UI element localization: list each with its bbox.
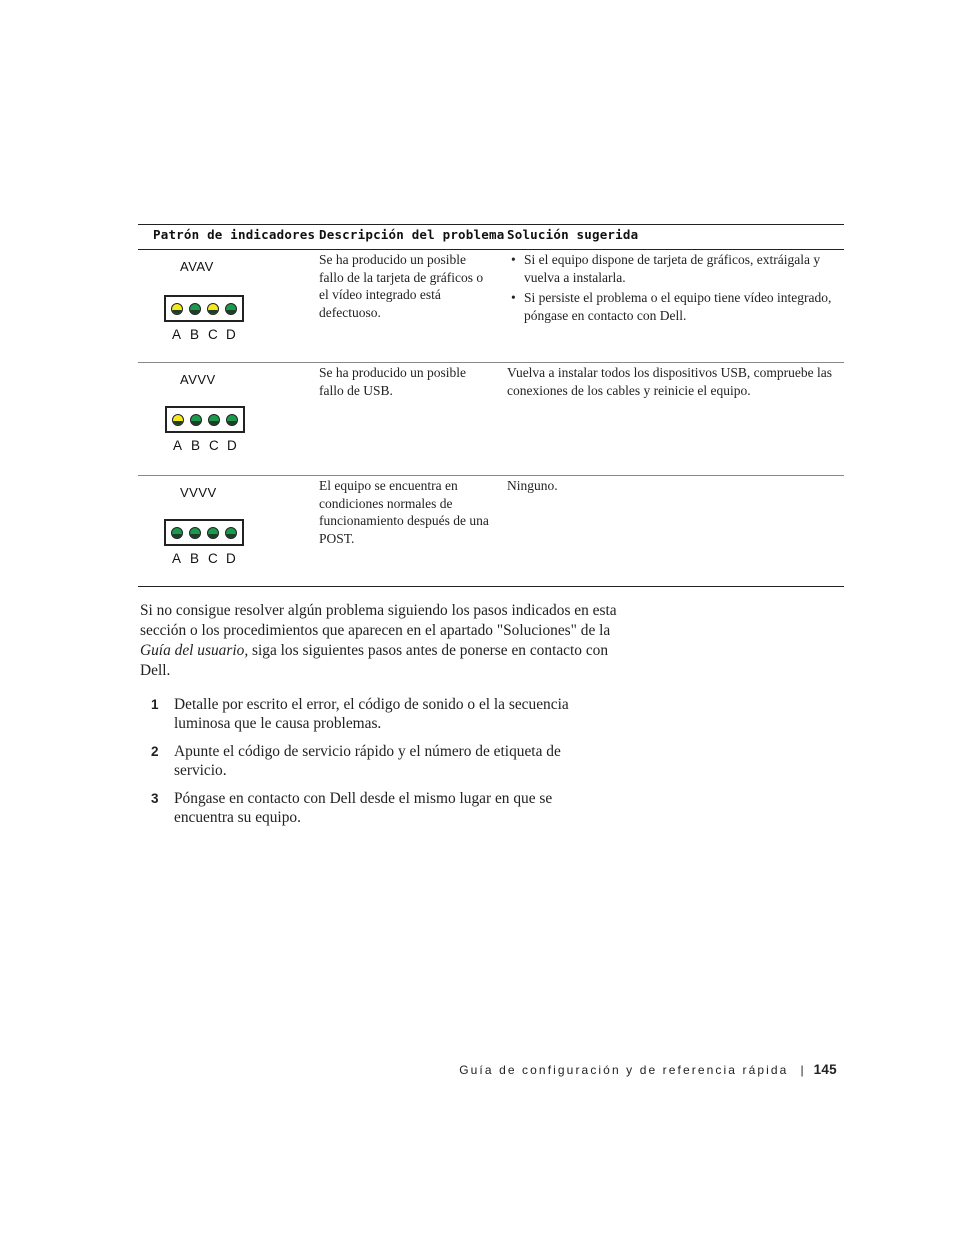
led-green-indicator — [226, 414, 238, 426]
paragraph-text-end: siga los siguientes pasos antes de ponerse en contacto con Dell. — [140, 642, 609, 679]
led-green-indicator — [171, 527, 183, 539]
solution-bullet-item — [507, 251, 842, 286]
led-labels — [172, 551, 244, 566]
suggested-solution: Vuelva a instalar todos los dispositivos USB, compruebe las conexiones de los cables y reinicie el equipo. — [507, 365, 833, 398]
led-shade — [227, 421, 237, 426]
led-yellow-indicator — [207, 303, 219, 315]
header-pattern: Patrón de indicadores — [153, 227, 316, 242]
led-panel — [164, 295, 244, 322]
step-text: Póngase en contacto con Dell desde el mismo lugar en que se encuentra su equipo. — [174, 790, 553, 826]
led-shade — [208, 310, 218, 315]
led-label-b: B — [191, 438, 201, 453]
led-shade — [172, 310, 182, 315]
problem-description: Se ha producido un posible fallo de la tarjeta de gráficos o el vídeo integrado está defectuoso. — [319, 252, 484, 320]
led-shade — [208, 534, 218, 539]
led-shade — [191, 421, 201, 426]
step-number: 2 — [151, 744, 159, 759]
led-shade — [173, 421, 183, 426]
body-paragraph — [140, 601, 632, 681]
paragraph-text: Si no consigue resolver algún problema siguiendo los pasos indicados en esta sección o los procedimientos que aparecen en el apartado "Soluciones" de la — [140, 602, 617, 639]
page-footer — [459, 1062, 837, 1077]
light-pattern-code: VVVV — [180, 485, 217, 500]
header-solution: Solución sugerida — [507, 227, 639, 242]
suggested-solution: Ninguno. — [507, 478, 558, 493]
led-green-indicator — [189, 527, 201, 539]
led-labels — [173, 438, 245, 453]
footer-separator: | — [800, 1063, 804, 1077]
problem-description: El equipo se encuentra en condiciones normales de funcionamiento después de una POST. — [319, 478, 489, 546]
led-green-indicator — [190, 414, 202, 426]
led-shade — [226, 310, 236, 315]
led-label-d: D — [227, 438, 238, 453]
led-green-indicator — [225, 303, 237, 315]
led-green-indicator — [208, 414, 220, 426]
led-green-indicator — [207, 527, 219, 539]
led-green-indicator — [189, 303, 201, 315]
table-top-rule — [138, 224, 844, 225]
step-text: Detalle por escrito el error, el código de sonido o el la secuencia luminosa que le causa problemas. — [174, 696, 569, 732]
led-label-a: A — [172, 327, 182, 342]
suggested-solution — [507, 251, 842, 327]
page-number: 145 — [813, 1062, 837, 1077]
footer-title: Guía de configuración y de referencia rápida — [459, 1063, 789, 1077]
led-label-c: C — [209, 438, 220, 453]
bullet-icon: • — [511, 252, 516, 267]
user-guide-title: Guía del usuario, — [140, 642, 249, 659]
led-label-d: D — [226, 551, 237, 566]
led-panel — [165, 406, 245, 433]
table-bottom-rule — [138, 586, 844, 587]
solution-bullet-item — [507, 289, 842, 324]
led-yellow-indicator — [172, 414, 184, 426]
led-label-a: A — [173, 438, 183, 453]
led-yellow-indicator — [171, 303, 183, 315]
table-row — [138, 250, 844, 362]
led-shade — [190, 310, 200, 315]
solution-text: Si el equipo dispone de tarjeta de gráficos, extráigala y vuelva a instalarla. — [524, 252, 821, 285]
led-green-indicator — [225, 527, 237, 539]
led-label-a: A — [172, 551, 182, 566]
bullet-icon: • — [511, 290, 516, 305]
header-description: Descripción del problema — [319, 227, 505, 242]
solution-text: Si persiste el problema o el equipo tiene vídeo integrado, póngase en contacto con Dell. — [524, 290, 832, 323]
led-label-c: C — [208, 327, 219, 342]
step-number: 1 — [151, 697, 159, 712]
light-pattern-code: AVVV — [180, 372, 216, 387]
led-shade — [209, 421, 219, 426]
led-panel — [164, 519, 244, 546]
led-shade — [172, 534, 182, 539]
step-text: Apunte el código de servicio rápido y el número de etiqueta de servicio. — [174, 743, 561, 779]
led-label-d: D — [226, 327, 237, 342]
led-shade — [190, 534, 200, 539]
light-pattern-code: AVAV — [180, 259, 214, 274]
led-labels — [172, 327, 244, 342]
table-row — [138, 476, 844, 586]
led-label-b: B — [190, 327, 200, 342]
step-number: 3 — [151, 791, 159, 806]
led-shade — [226, 534, 236, 539]
problem-description: Se ha producido un posible fallo de USB. — [319, 365, 466, 398]
led-label-b: B — [190, 551, 200, 566]
table-row — [138, 363, 844, 475]
led-label-c: C — [208, 551, 219, 566]
